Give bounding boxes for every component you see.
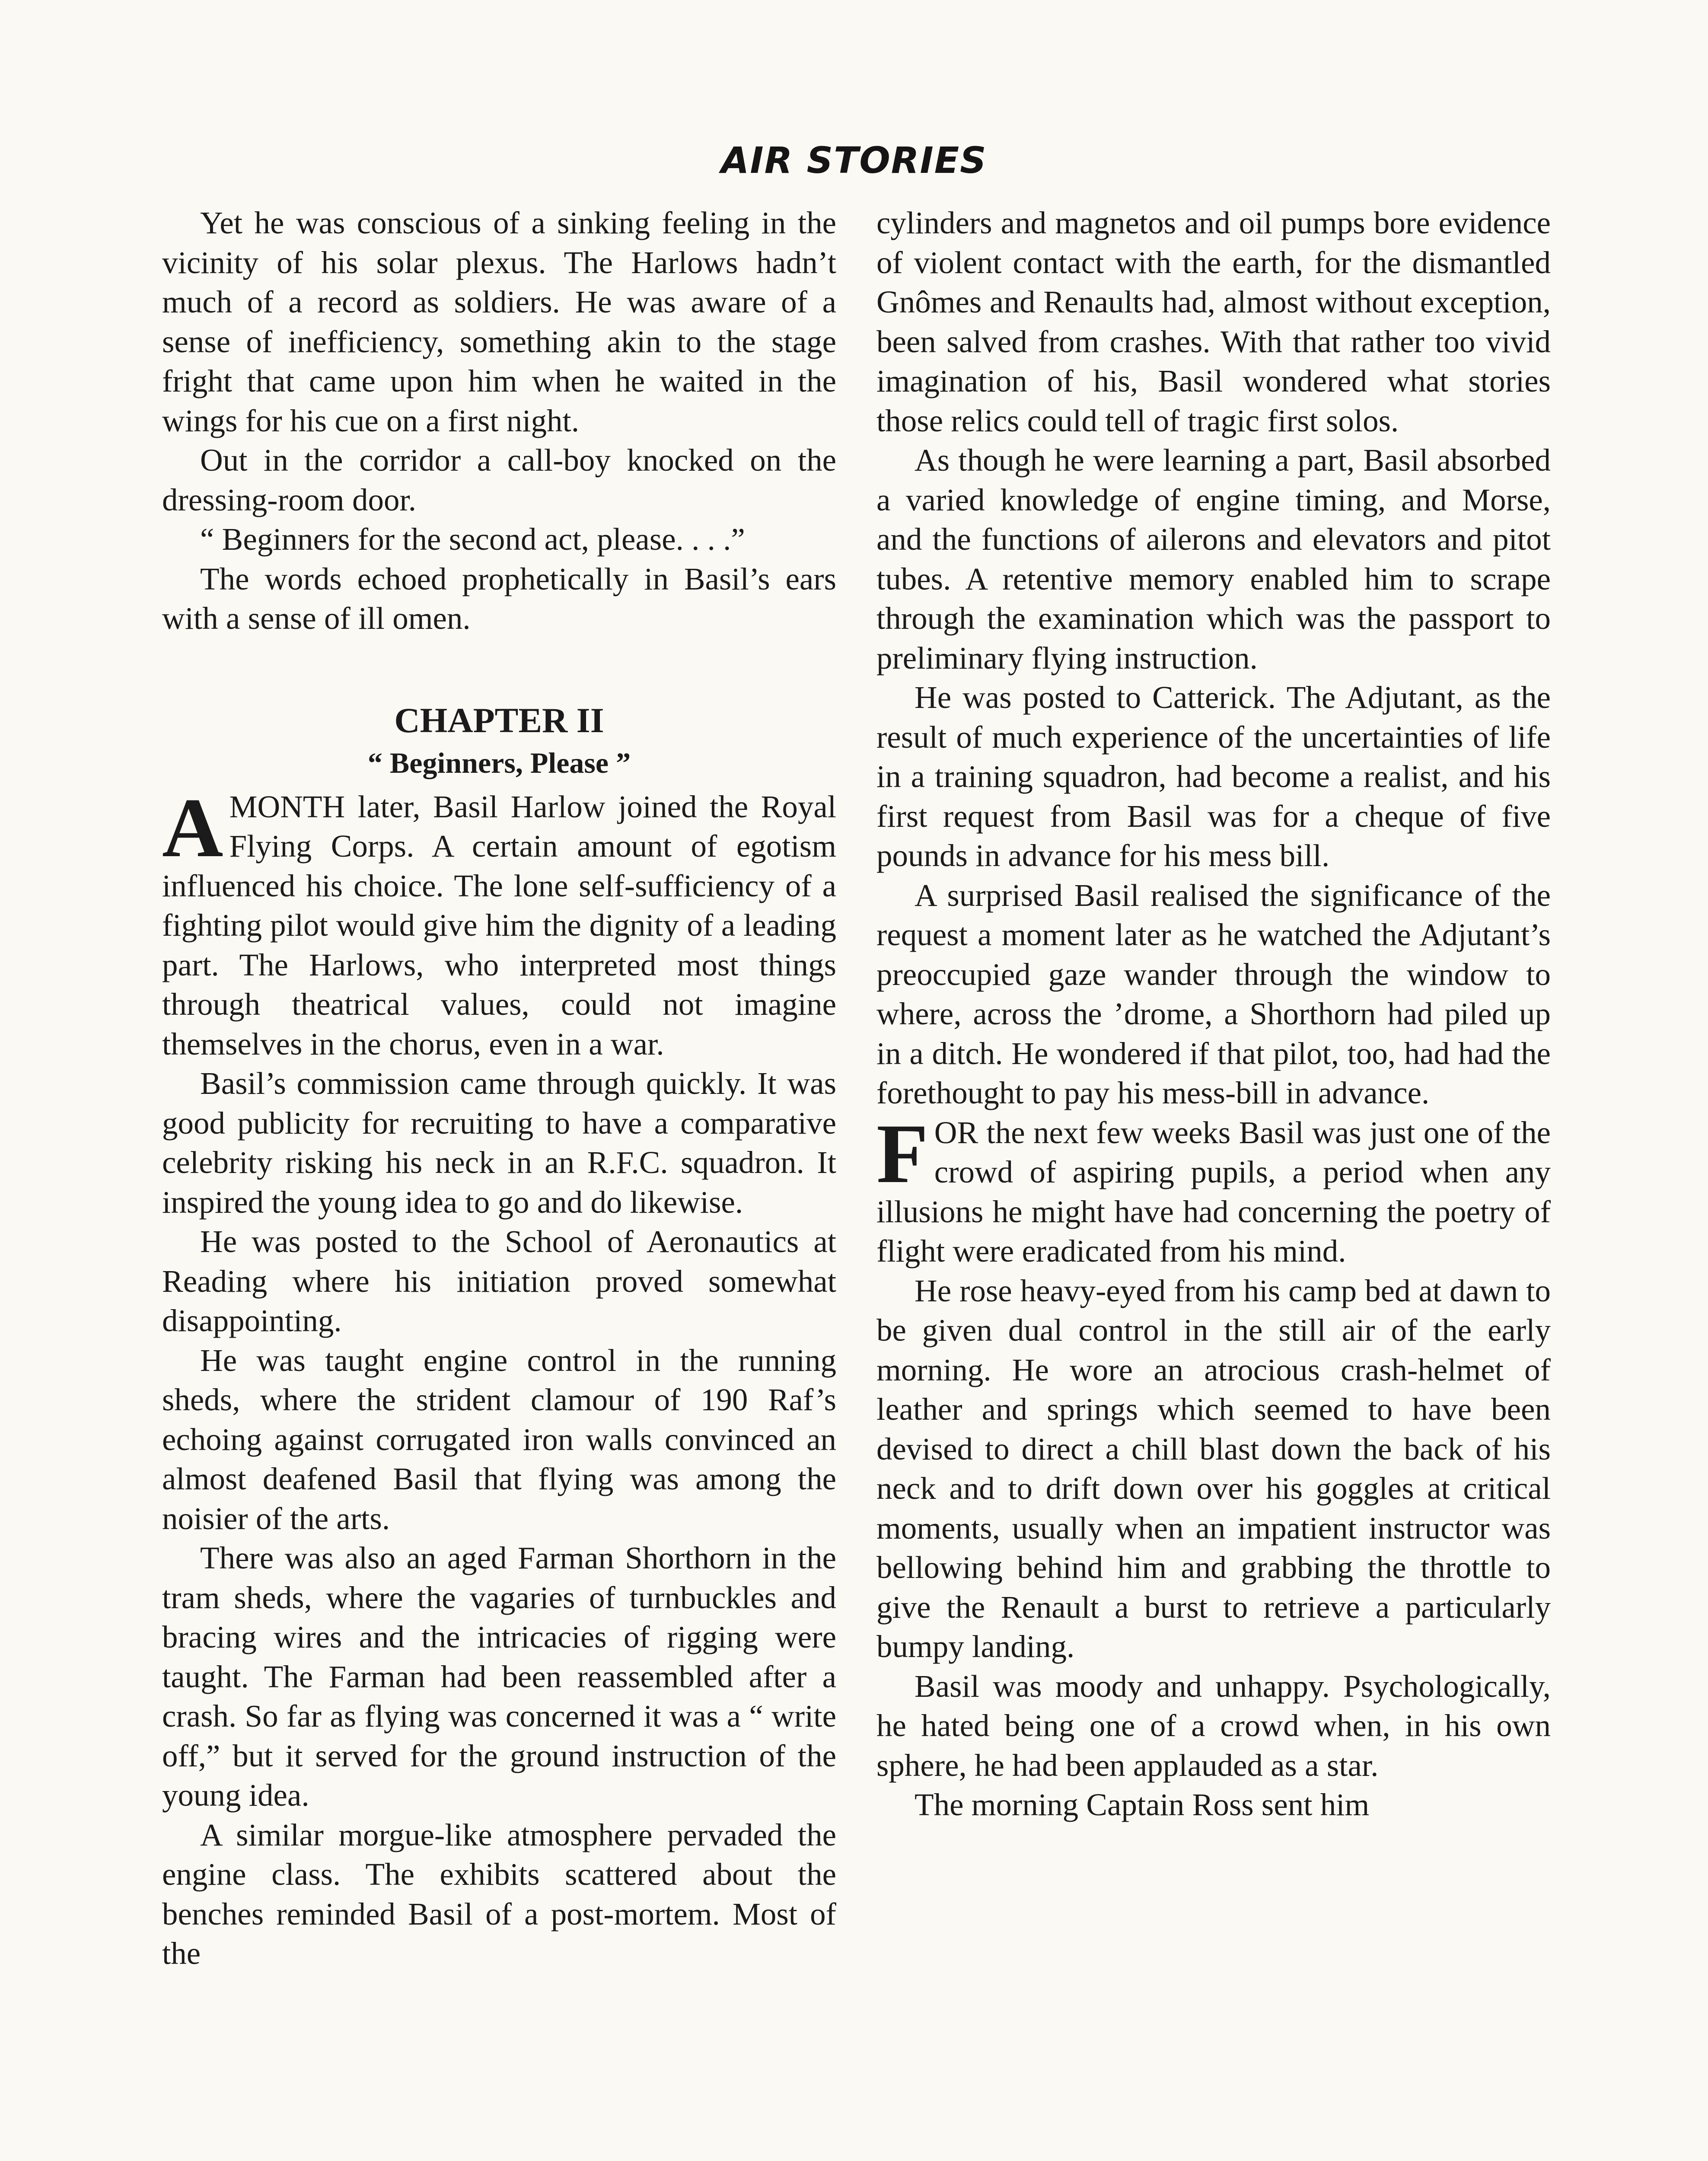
- paragraph: As though he were learning a part, Basil absorbed a varied knowledge of engine timing, and Morse, and the functions of ailerons and elevators and pitot tubes. A retentive memory enabled him to scrape through the examination which was the passport to preliminary flying instruction.: [876, 443, 1551, 676]
- running-title: AIR STORIES: [721, 139, 987, 182]
- paragraph: He was posted to the School of Aeronautics at Reading where his initiation proved somewhat disappointing.: [162, 1224, 836, 1338]
- paragraph: He was posted to Catterick. The Adjutant, as the result of much experience of the uncertainties of life in a training squadron, had become a realist, and his first request from Basil was for a cheque of five pounds in advance for his mess bill.: [876, 680, 1551, 873]
- left-column: [162, 203, 836, 1973]
- paragraph: There was also an aged Farman Shorthorn in the tram sheds, where the vagaries of turnbuckles and bracing wires and the intricacies of rigging were taught. The Farman had been reassembled after a crash. So far as flying was concerned it was a “ write off,” but it served for the ground instruction of the young idea.: [162, 1540, 836, 1813]
- drop-cap: A: [162, 781, 223, 875]
- paragraph: Yet he was conscious of a sinking feeling in the vicinity of his solar plexus. The Harlows hadn’t much of a record as soldiers. He was aware of a sense of inefficiency, something akin to the stage fright that came upon him when he waited in the wings for his cue on a first night.: [162, 205, 836, 438]
- paragraph: “ Beginners for the second act, please. . . .”: [200, 522, 745, 557]
- drop-cap: F: [876, 1106, 928, 1201]
- right-column: [876, 203, 1551, 1825]
- paragraph: A surprised Basil realised the significance of the request a moment later as he watched the Adjutant’s preoccupied gaze wander through the window to where, across the ’drome, a Shorthorn had piled up in a ditch. He wondered if that pilot, too, had had the forethought to pay his mess-bill in advance.: [876, 877, 1551, 1110]
- chapter-title: CHAPTER II: [394, 700, 604, 740]
- paragraph-text: OR the next few weeks Basil was just one of the crowd of aspiring pupils, a period when any illusions he might have had concerning the poetry of flight were eradicated from his mind.: [876, 1115, 1551, 1269]
- paragraph: Out in the corridor a call-boy knocked on the dressing-room door.: [162, 443, 836, 517]
- paragraph: The morning Captain Ross sent him: [915, 1787, 1370, 1822]
- paragraph: The words echoed prophetically in Basil’s ears with a sense of ill omen.: [162, 561, 836, 636]
- paragraph: A similar morgue-like atmosphere pervaded the engine class. The exhibits scattered about the benches reminded Basil of a post-mortem. Most of the: [162, 1817, 836, 1971]
- paragraph: cylinders and magnetos and oil pumps bore evidence of violent contact with the earth, for the dismantled Gnômes and Renaults had, almost without exception, been salved from crashes. With that rather too vivid imagination of his, Basil wondered what stories those relics could tell of tragic first solos.: [876, 205, 1551, 438]
- paragraph: Basil was moody and unhappy. Psychologically, he hated being one of a crowd when, in his own sphere, he had been applauded as a star.: [876, 1668, 1551, 1783]
- paragraph: He was taught engine control in the running sheds, where the strident clamour of 190 Raf’s echoing against corrugated iron walls convinced an almost deafened Basil that flying was among the noisier of the arts.: [162, 1342, 836, 1536]
- chapter-subtitle: “ Beginners, Please ”: [367, 746, 631, 779]
- paragraph: He rose heavy-eyed from his camp bed at dawn to be given dual control in the still air of the early morning. He wore an atrocious crash-helmet of leather and springs which seemed to have been devised to direct a chill blast down the back of his neck and to drift down over his goggles at critical moments, usually when an impatient instructor was bellowing behind him and grabbing the throttle to give the Renault a burst to retrieve a particularly bumpy landing.: [876, 1273, 1551, 1664]
- paragraph: Basil’s commission came through quickly. It was good publicity for recruiting to have a comparative celebrity risking his neck in an R.F.C. squadron. It inspired the young idea to go and do likewise.: [162, 1066, 836, 1220]
- dropcap-paragraph: [162, 781, 836, 1064]
- paragraph-text: MONTH later, Basil Harlow joined the Royal Flying Corps. A certain amount of egotism influenced his choice. The lone self-sufficiency of a fighting pilot would give him the dignity of a leading part. The Harlows, who interpreted most things through theatrical values, could not imagine themselves in the chorus, even in a war.: [162, 789, 836, 1061]
- dropcap-paragraph: [876, 1106, 1551, 1271]
